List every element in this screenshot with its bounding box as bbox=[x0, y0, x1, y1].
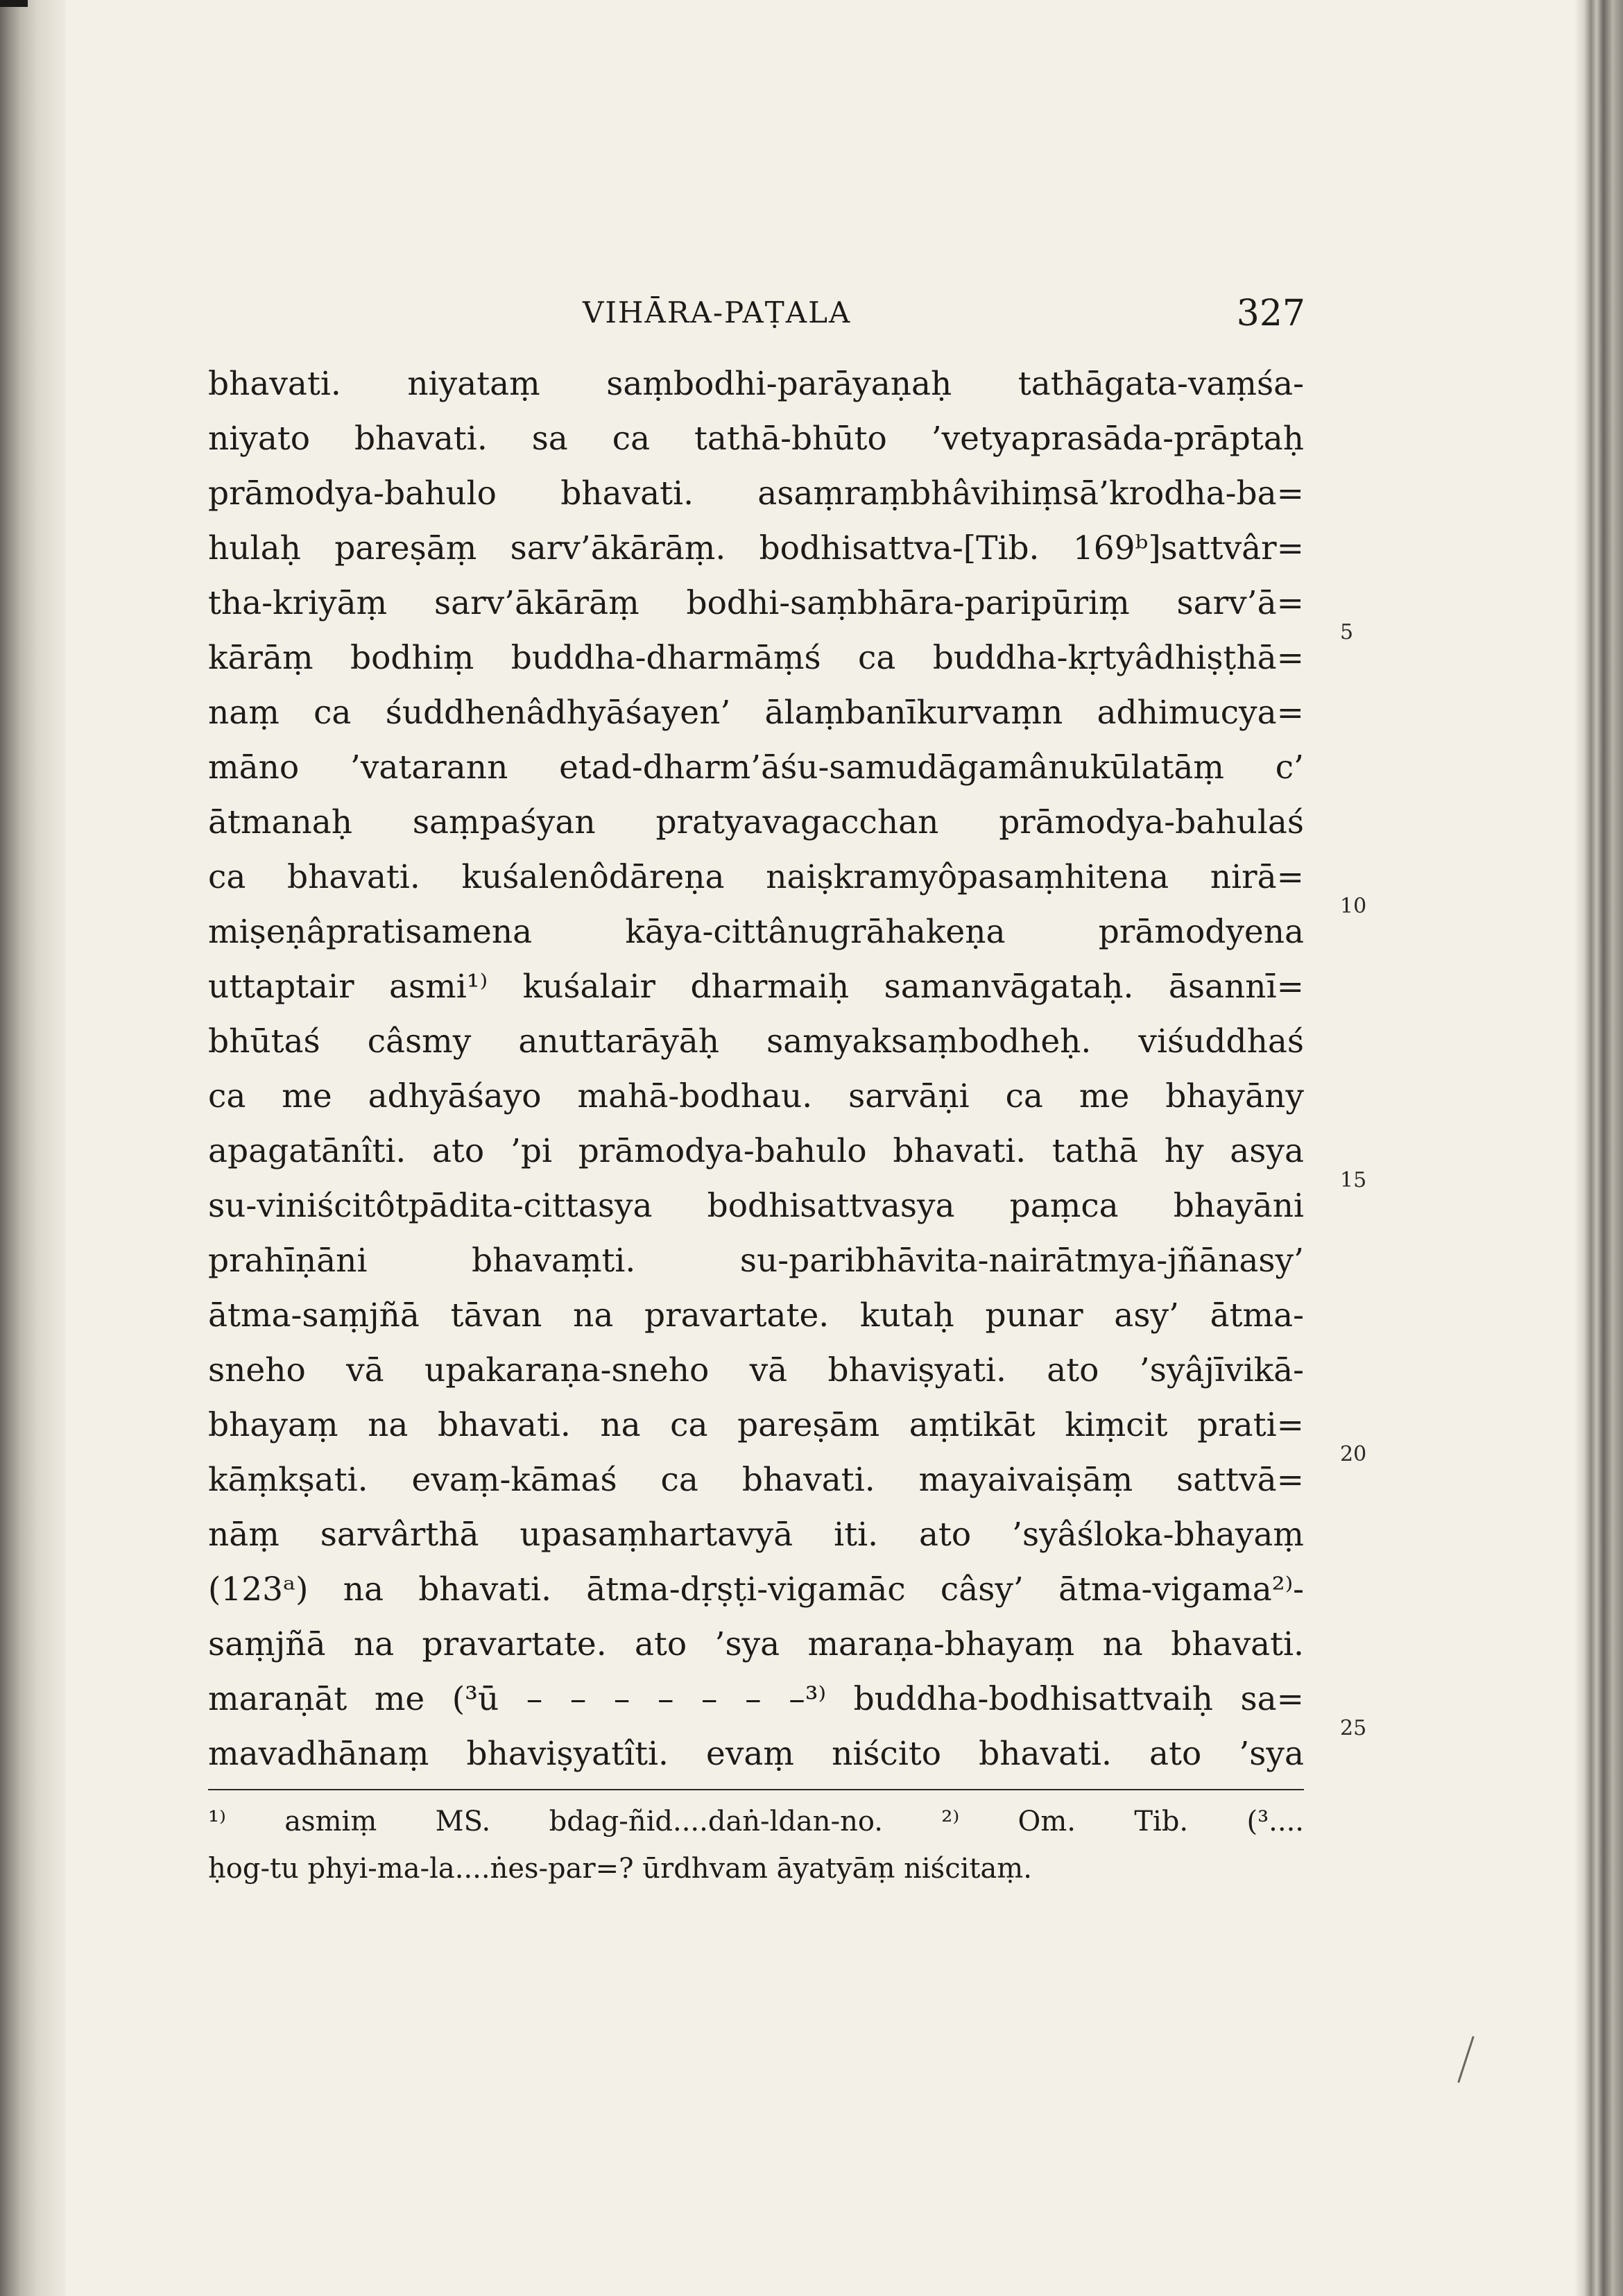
text-line: sneho vā upakaraṇa-sneho vā bhaviṣyati. ato ’syâjīvikā- bbox=[208, 1351, 1304, 1389]
text-line: su-viniścitôtpādita-cittasya bodhisattvasya paṃca bhayāni bbox=[208, 1187, 1304, 1225]
text-line: ca me adhyāśayo mahā-bodhau. sarvāṇi ca me bhayāny bbox=[208, 1077, 1304, 1115]
text-line: kārāṃ bodhiṃ buddha-dharmāṃś ca buddha-kṛtyâdhiṣṭhā= bbox=[208, 639, 1304, 677]
text-line: kāṃkṣati. evaṃ-kāmaś ca bhavati. mayaivaiṣāṃ sattvā= bbox=[208, 1461, 1304, 1499]
line-number-15: 15 bbox=[1340, 1168, 1367, 1192]
text-line: nāṃ sarvârthā upasaṃhartavyā iti. ato ’syâśloka-bhayaṃ bbox=[208, 1516, 1304, 1554]
text-line: ca bhavati. kuśalenôdāreṇa naiṣkramyôpasaṃhitena nirā= bbox=[208, 858, 1304, 896]
text-line: tha-kriyāṃ sarv’ākārāṃ bodhi-saṃbhāra-paripūriṃ sarv’ā= bbox=[208, 584, 1304, 622]
text-line: bhūtaś câsmy anuttarāyāḥ samyaksaṃbodheḥ. viśuddhaś bbox=[208, 1022, 1304, 1061]
text-line: ātmanaḥ saṃpaśyan pratyavagacchan prāmodya-bahulaś bbox=[208, 803, 1304, 841]
footnotes bbox=[208, 1798, 1304, 1892]
text-line: bhayaṃ na bhavati. na ca pareṣām aṃtikāt kiṃcit prati= bbox=[208, 1406, 1304, 1444]
text-line: naṃ ca śuddhenâdhyāśayen’ ālaṃbanīkurvaṃn adhimucya= bbox=[208, 694, 1304, 732]
footnote-line: ḥog-tu phyi-ma-la....ṅes-par=? ūrdhvam āyatyāṃ niścitaṃ. bbox=[208, 1853, 1032, 1885]
text-line: saṃjñā na pravartate. ato ’sya maraṇa-bhayaṃ na bhavati. bbox=[208, 1625, 1304, 1663]
text-line: (123ᵃ) na bhavati. ātma-dṛṣṭi-vigamāc câsy’ ātma-vigama²⁾- bbox=[208, 1570, 1304, 1609]
text-line: miṣeṇâpratisamena kāya-cittânugrāhakeṇa prāmodyena bbox=[208, 913, 1304, 951]
text-line: niyato bhavati. sa ca tathā-bhūto ’vetyaprasāda-prāptaḥ bbox=[208, 420, 1304, 458]
text-line: ātma-saṃjñā tāvan na pravartate. kutaḥ punar asy’ ātma- bbox=[208, 1296, 1304, 1335]
line-number-10: 10 bbox=[1340, 894, 1367, 918]
page-header bbox=[208, 295, 1305, 337]
book-binding-shadow bbox=[1574, 0, 1623, 2296]
line-number-25: 25 bbox=[1340, 1716, 1367, 1740]
text-line: prāmodya-bahulo bhavati. asaṃraṃbhâvihiṃsā’krodha-ba= bbox=[208, 474, 1304, 513]
text-line: maraṇāt me (³ū – – – – – – –³⁾ buddha-bodhisattvaiḥ sa= bbox=[208, 1680, 1304, 1718]
text-line: mavadhānaṃ bhaviṣyatîti. evaṃ niścito bhavati. ato ’sya bbox=[208, 1735, 1304, 1773]
text-line: prahīṇāni bhavaṃti. su-paribhāvita-nairātmya-jñānasy’ bbox=[208, 1242, 1304, 1280]
footnote-rule bbox=[208, 1788, 1304, 1792]
line-number-20: 20 bbox=[1340, 1442, 1367, 1466]
running-head: VIHĀRA-PAṬALA bbox=[583, 295, 852, 329]
scan-corner-mark bbox=[0, 0, 28, 7]
text-line: apagatānîti. ato ’pi prāmodya-bahulo bhavati. tathā hy asya bbox=[208, 1132, 1304, 1170]
line-number-5: 5 bbox=[1340, 620, 1354, 644]
scan-left-edge-shadow bbox=[0, 0, 66, 2296]
page-number: 327 bbox=[1236, 293, 1305, 334]
text-line: māno ’vatarann etad-dharm’āśu-samudāgamânukūlatāṃ c’ bbox=[208, 748, 1304, 787]
pencil-mark bbox=[1457, 2036, 1474, 2083]
main-text bbox=[208, 357, 1304, 1781]
text-line: uttaptair asmi¹⁾ kuśalair dharmaiḥ samanvāgataḥ. āsannī= bbox=[208, 968, 1304, 1006]
text-line: hulaḥ pareṣāṃ sarv’ākārāṃ. bodhisattva-[Tib. 169ᵇ]sattvâr= bbox=[208, 529, 1304, 567]
footnote-line: ¹⁾ asmiṃ MS. bdag-ñid....daṅ-ldan-no. ²⁾ Om. Tib. (³.... bbox=[208, 1806, 1304, 1837]
text-line: bhavati. niyataṃ saṃbodhi-parāyaṇaḥ tathāgata-vaṃśa- bbox=[208, 365, 1304, 403]
